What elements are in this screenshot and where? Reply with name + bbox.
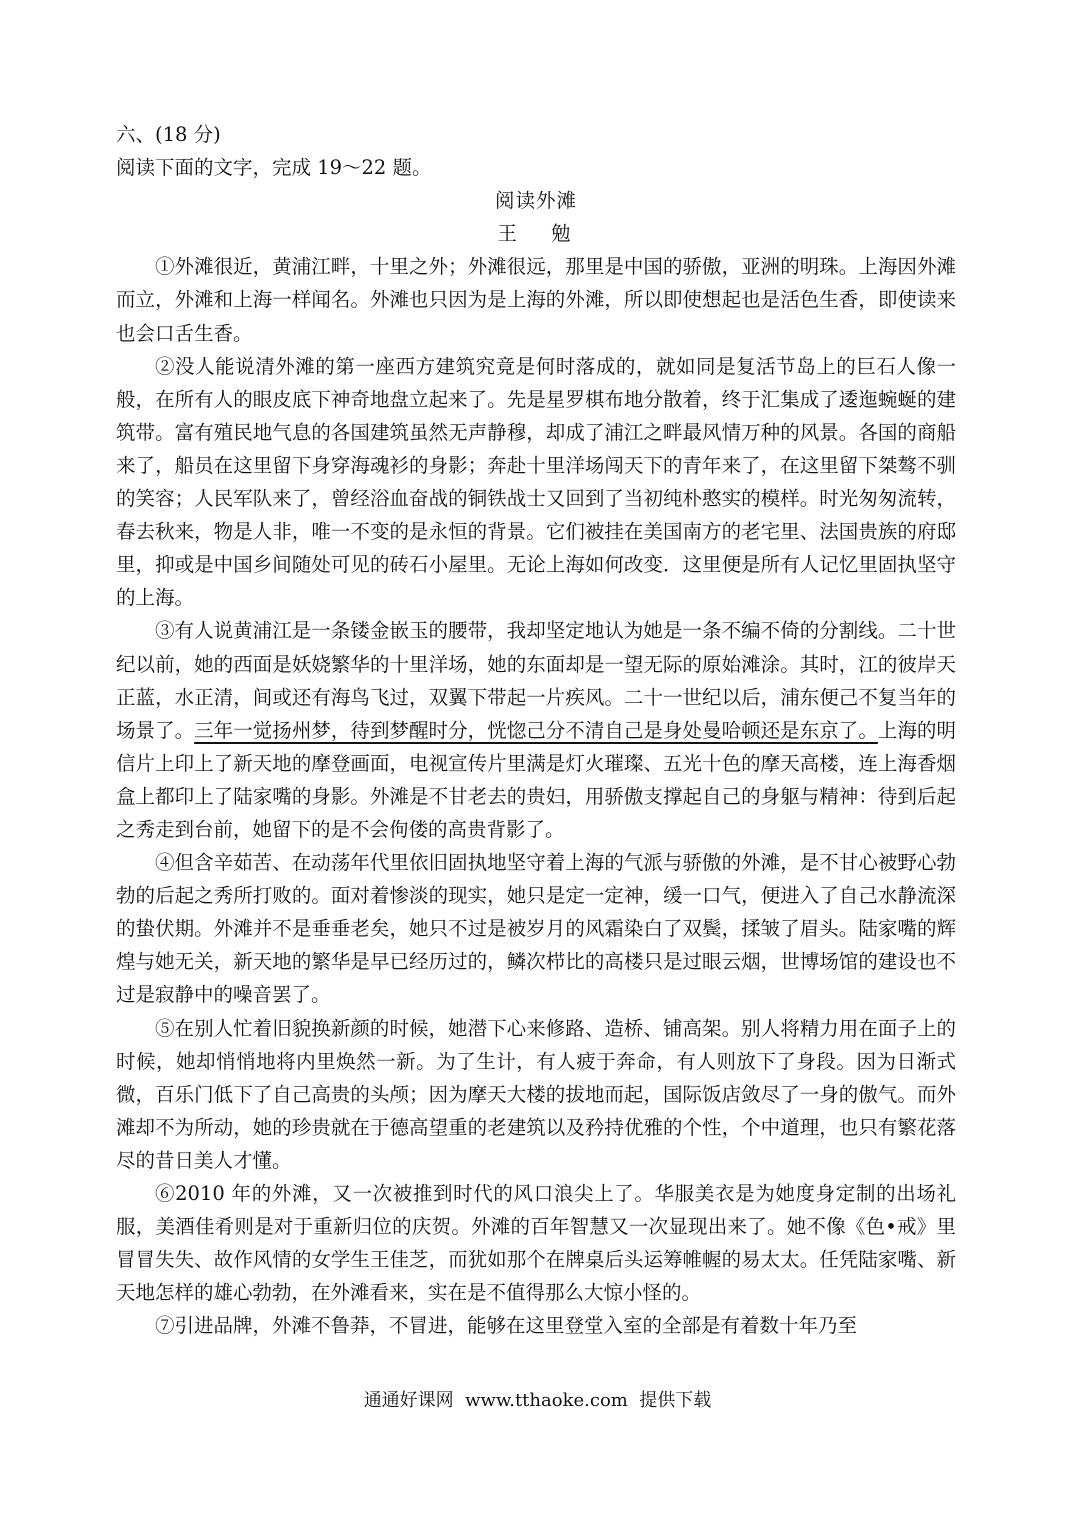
paragraph-6: ⑥2010 年的外滩，又一次被推到时代的风口浪尖上了。华服美衣是为她度身定制的出场礼服，美酒佳肴则是对于重新归位的庆贺。外滩的百年智慧又一次显现出来了。她不像《色•戒》里冒冒失失、故作风情的女学生王佳芝，而犹如那个在牌桌后头运筹帷幄的易太太。任凭陆家嘴、新天地怎样的雄心勃勃，在外滩看来，实在是不值得那么大惊小怪的。: [116, 1182, 956, 1305]
section-heading: 六、(18 分): [116, 123, 221, 146]
reading-section: [116, 118, 956, 1342]
underlined-sentence: 三年一觉扬州梦，待到梦醒时分，恍惚己分不清自己是身处曼哈顿还是东京了。: [194, 718, 878, 742]
paragraph-7: ⑦引进品牌，外滩不鲁莽，不冒进，能够在这里登堂入室的全部是有着数十年乃至: [155, 1314, 858, 1338]
paragraph-3: [116, 614, 956, 846]
footer-note: 提供下载: [639, 1390, 712, 1411]
page-footer: [0, 1389, 1075, 1413]
section-instruction: 阅读下面的文字，完成 19～22 题。: [116, 156, 432, 180]
paragraph-3-text-before: ③有人说黄浦江是一条镂金嵌玉的腰带，我却坚定地认为她是一条不编不倚的分割线。二十世纪以前，她的西面是妖娆繁华的十里洋场，她的东面却是一望无际的原始滩涂。其时，江的彼岸天正蓝，水正清，间或还有海鸟飞过，双翼下带起一片疾风。二十一世纪以后，浦东便己不复当年的场景了。: [116, 619, 956, 742]
article-author: 王 勉: [497, 222, 585, 246]
footer-url[interactable]: www.tthaoke.com: [465, 1390, 628, 1411]
paragraph-5: ⑤在别人忙着旧貌换新颜的时候，她潜下心来修路、造桥、铺高架。别人将精力用在面子上的时候，她却悄悄地将内里焕然一新。为了生计，有人疲于奔命，有人则放下了身段。因为日渐式微，百乐门低下了自己高贵的头颅；因为摩天大楼的拔地而起，国际饭店敛尽了一身的傲气。而外滩却不为所动，她的珍贵就在于德高望重的老建筑以及矜持优雅的个性，个中道理，也只有繁花落尽的昔日美人才懂。: [116, 1016, 956, 1172]
paragraph-4: ④但含辛茹苦、在动荡年代里依旧固执地坚守着上海的气派与骄傲的外滩，是不甘心被野心勃勃的后起之秀所打败的。面对着惨淡的现实，她只是定一定神，缓一口气，便进入了自己水静流深的蛰伏期。外滩并不是垂垂老矣，她只不过是被岁月的风霜染白了双鬓，揉皱了眉头。陆家嘴的辉煌与她无关，新天地的繁华是早已经历过的，鳞次栉比的高楼只是过眼云烟，世博场馆的建设也不过是寂静中的噪音罢了。: [116, 851, 956, 1007]
paragraph-1: ①外滩很近，黄浦江畔，十里之外；外滩很远，那里是中国的骄傲，亚洲的明珠。上海因外滩而立，外滩和上海一样闻名。外滩也只因为是上海的外滩，所以即使想起也是活色生香，即使读来也会口舌生香。: [116, 255, 956, 345]
footer-site-name: 通通好课网: [363, 1390, 454, 1411]
paragraph-3-text-after: 上海的明信片上印上了新天地的摩登画面，电视宣传片里满是灯火璀璨、五光十色的摩天高楼，连上海香烟盒上都印上了陆家嘴的身影。外滩是不甘老去的贵妇，用骄傲支撑起自己的身躯与精神：待到后起之秀走到台前，她留下的是不会佝偻的高贵背影了。: [116, 718, 956, 841]
paragraph-2: ②没人能说清外滩的第一座西方建筑究竟是何时落成的，就如同是复活节岛上的巨石人像一般，在所有人的眼皮底下神奇地盘立起来了。先是星罗棋布地分散着，终于汇集成了逶迤蜿蜒的建筑带。富有殖民地气息的各国建筑虽然无声静穆，却成了浦江之畔最风情万种的风景。各国的商船来了，船员在这里留下身穿海魂衫的身影；奔赴十里洋场闯天下的青年来了，在这里留下桀骜不驯的笑容；人民军队来了，曾经浴血奋战的铜铁战士又回到了当初纯朴憨实的模样。时光匆匆流转，春去秋来，物是人非，唯一不变的是永恒的背景。它们被挂在美国南方的老宅里、法国贵族的府邸里，抑或是中国乡间随处可见的砖石小屋里。无论上海如何改变．这里便是所有人记忆里固执坚守的上海。: [116, 354, 956, 610]
article-title: 阅读外滩: [494, 189, 577, 213]
